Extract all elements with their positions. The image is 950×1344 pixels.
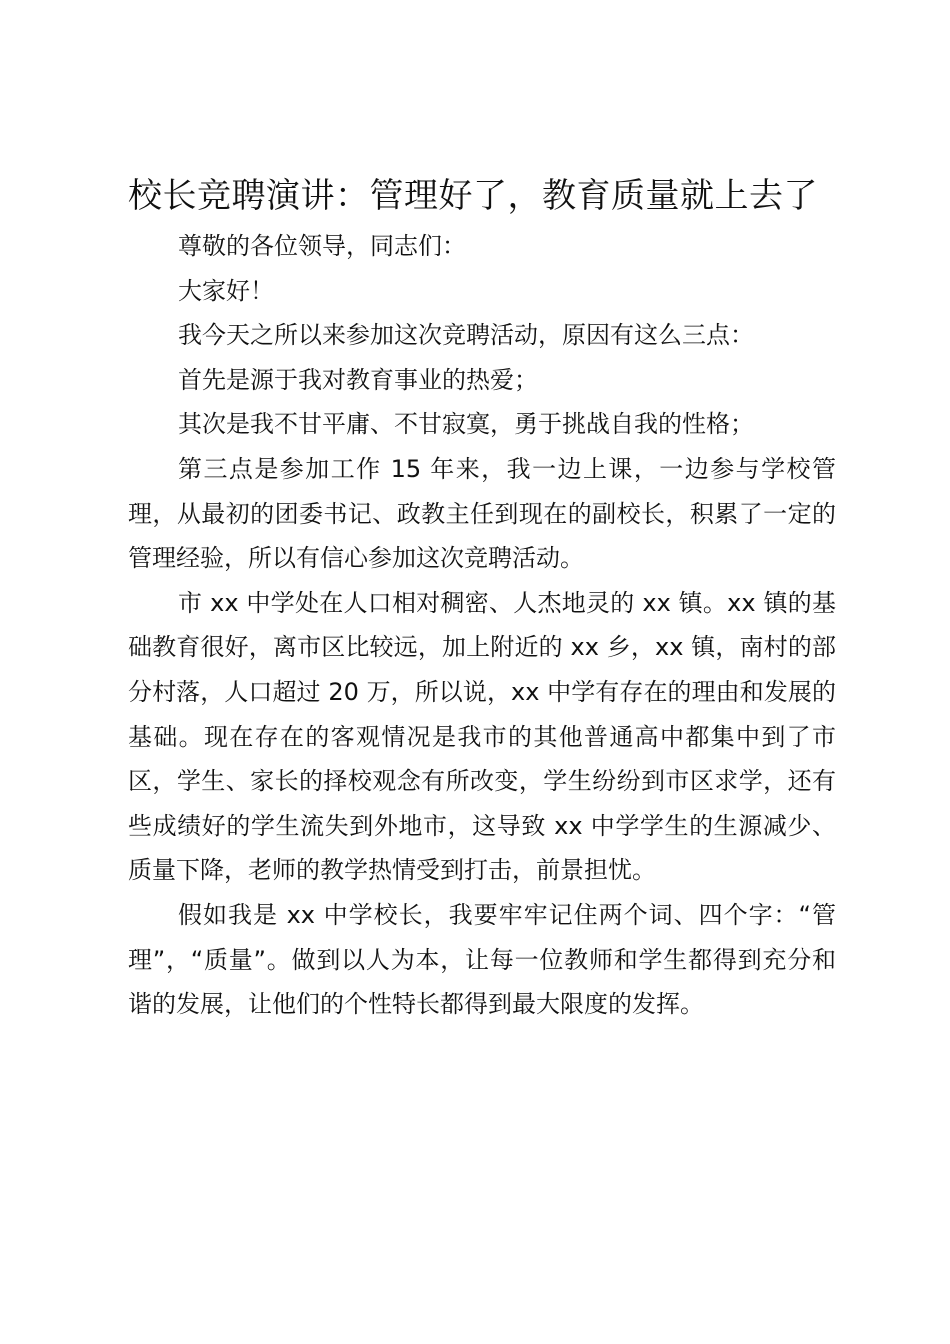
paragraph-reason-first: 首先是源于我对教育事业的热爱； — [178, 365, 538, 394]
paragraph-reason-second: 其次是我不甘平庸、不甘寂寞，勇于挑战自我的性格； — [178, 410, 754, 439]
paragraph-school-situation: 市 xx 中学处在人口相对稠密、人杰地灵的 xx 镇。xx 镇的基础教育很好，离市区比较远，加上附近的 xx 乡，xx 镇，南村的部分村落，人口超过 20 万，所以说，xx 中学有存在的理由和发展的基础。现在存在的客观情况是我市的其他普通高中都集中到了市区，学生、家长的择校观念有所改变，学生纷纷到市区求学，还有些成绩好的学生流失到外地市，这导致 xx 中学学生的生源减少、质量下降，老师的教学热情受到打击，前景担忧。 — [128, 588, 836, 885]
paragraph-plan: 假如我是 xx 中学校长，我要牢牢记住两个词、四个字：“管理”，“质量”。做到以人为本，让每一位教师和学生都得到充分和谐的发展，让他们的个性特长都得到最大限度的发挥。 — [128, 900, 836, 1019]
paragraph-greeting: 大家好！ — [178, 276, 274, 305]
document-title: 校长竞聘演讲：管理好了，教育质量就上去了 — [128, 176, 818, 216]
paragraph-reason-third: 第三点是参加工作 15 年来，我一边上课，一边参与学校管理，从最初的团委书记、政教主任到现在的副校长，积累了一定的管理经验，所以有信心参加这次竞聘活动。 — [128, 454, 836, 573]
paragraph-salutation: 尊敬的各位领导，同志们： — [178, 232, 466, 260]
document-body — [128, 224, 836, 1027]
paragraph-reasons-intro: 我今天之所以来参加这次竞聘活动，原因有这么三点： — [178, 321, 754, 350]
